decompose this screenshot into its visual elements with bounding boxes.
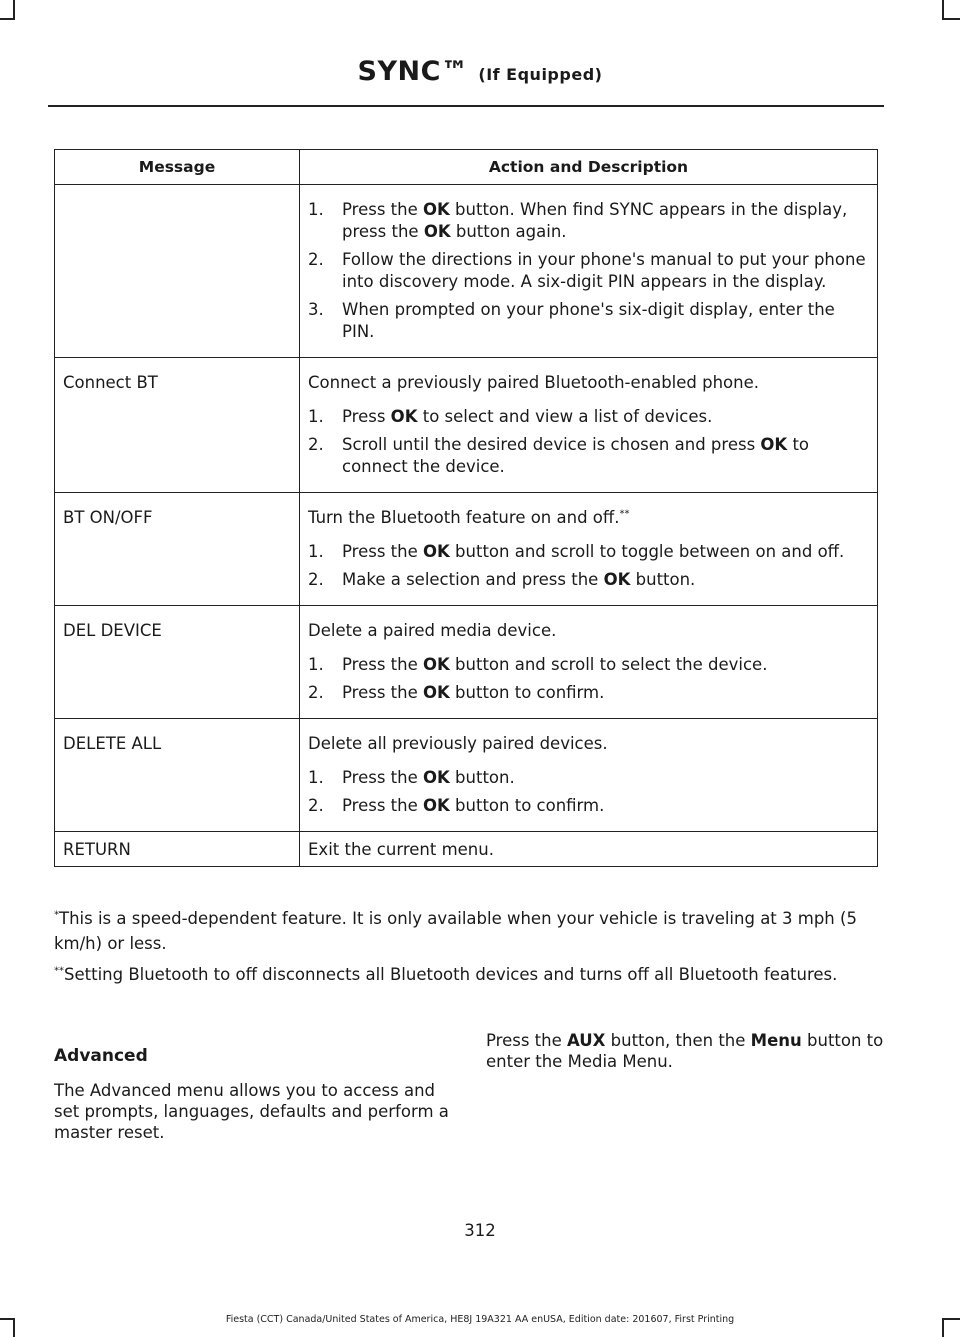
message-cell: RETURN bbox=[55, 832, 300, 867]
step-item bbox=[308, 299, 869, 343]
step-text: button. When find SYNC appears in the display, press the bbox=[342, 200, 848, 241]
step-item bbox=[308, 654, 869, 676]
table-header-row bbox=[55, 150, 878, 185]
step-text: Scroll until the desired device is chosen and press bbox=[342, 435, 761, 454]
step-item bbox=[308, 569, 869, 591]
description-text: Turn the Bluetooth feature on and off. bbox=[308, 508, 620, 527]
step-number: 2. bbox=[308, 570, 324, 589]
step-number: 2. bbox=[308, 796, 324, 815]
footnote-marker: * bbox=[54, 909, 59, 921]
step-text: Press the bbox=[342, 655, 423, 674]
step-text: to connect the device. bbox=[342, 435, 810, 476]
advanced-paragraph: The Advanced menu allows you to access and set prompts, languages, defaults and perform a master reset. bbox=[54, 1081, 449, 1142]
step-number: 3. bbox=[308, 300, 324, 319]
action-description bbox=[308, 507, 869, 529]
step-text: button again. bbox=[450, 222, 567, 241]
footnote-bluetooth bbox=[54, 962, 880, 987]
table-row bbox=[55, 493, 878, 606]
step-list bbox=[308, 767, 869, 817]
crop-mark bbox=[13, 0, 15, 19]
table-row bbox=[55, 606, 878, 719]
step-number: 1. bbox=[308, 655, 324, 674]
message-table bbox=[54, 149, 878, 867]
paragraph-text: Press the bbox=[486, 1031, 567, 1050]
crop-mark bbox=[942, 0, 944, 19]
step-number: 1. bbox=[308, 542, 324, 561]
menu-button-label: Menu bbox=[750, 1031, 802, 1050]
step-text: Follow the directions in your phone's manual to put your phone into discovery mode. A six-digit PIN appears in the display. bbox=[342, 250, 866, 291]
header-subtitle: (If Equipped) bbox=[478, 65, 603, 84]
footnote-text: This is a speed-dependent feature. It is only available when your vehicle is traveling at 3 mph (5 km/h) or less. bbox=[54, 909, 857, 953]
step-text: Press the bbox=[342, 683, 423, 702]
step-item bbox=[308, 795, 869, 817]
step-text: Press the bbox=[342, 542, 423, 561]
step-text: Press the bbox=[342, 796, 423, 815]
footnote-marker: ** bbox=[54, 965, 64, 977]
step-list bbox=[308, 406, 869, 478]
header-rule bbox=[48, 105, 884, 107]
table-row bbox=[55, 719, 878, 832]
step-text: button to confirm. bbox=[449, 796, 605, 815]
step-item bbox=[308, 767, 869, 789]
step-text: to select and view a list of devices. bbox=[417, 407, 713, 426]
ok-button-label: OK bbox=[423, 200, 450, 219]
step-text: When prompted on your phone's six-digit display, enter the PIN. bbox=[342, 300, 835, 341]
paragraph-text: button to enter the Media Menu. bbox=[486, 1031, 884, 1071]
step-number: 2. bbox=[308, 435, 324, 454]
step-item bbox=[308, 682, 869, 704]
message-cell: Connect BT bbox=[55, 358, 300, 493]
action-description: Delete all previously paired devices. bbox=[308, 734, 608, 753]
step-text: Press the bbox=[342, 768, 423, 787]
footnote-text: Setting Bluetooth to off disconnects all Bluetooth devices and turns off all Bluetooth features. bbox=[64, 965, 838, 984]
action-description: Delete a paired media device. bbox=[308, 621, 557, 640]
ok-button-label: OK bbox=[423, 683, 450, 702]
action-cell bbox=[300, 185, 878, 358]
step-text: button and scroll to toggle between on and off. bbox=[449, 542, 845, 561]
page-number: 312 bbox=[464, 1221, 496, 1240]
media-menu-paragraph bbox=[486, 1030, 886, 1072]
ok-button-label: OK bbox=[423, 655, 450, 674]
table-row bbox=[55, 185, 878, 358]
page-footer: Fiesta (CCT) Canada/United States of America, HE8J 19A321 AA enUSA, Edition date: 201607, First Printing bbox=[225, 1314, 735, 1325]
message-cell: DELETE ALL bbox=[55, 719, 300, 832]
page-header bbox=[0, 56, 960, 87]
step-number: 1. bbox=[308, 407, 324, 426]
step-list bbox=[308, 199, 869, 343]
step-list bbox=[308, 654, 869, 704]
ok-button-label: OK bbox=[760, 435, 788, 454]
message-cell: DEL DEVICE bbox=[55, 606, 300, 719]
aux-button-label: AUX bbox=[567, 1031, 606, 1050]
step-list bbox=[308, 541, 869, 591]
action-cell bbox=[300, 493, 878, 606]
step-text: button and scroll to select the device. bbox=[449, 655, 768, 674]
ok-button-label: OK bbox=[423, 222, 451, 241]
column-header-message: Message bbox=[55, 150, 300, 185]
action-cell bbox=[300, 358, 878, 493]
crop-mark bbox=[0, 18, 15, 20]
section-heading-advanced: Advanced bbox=[54, 1046, 148, 1066]
step-number: 2. bbox=[308, 250, 324, 269]
step-item bbox=[308, 434, 869, 478]
step-text: button. bbox=[630, 570, 696, 589]
paragraph-text: button, then the bbox=[605, 1031, 751, 1050]
step-item bbox=[308, 541, 869, 563]
ok-button-label: OK bbox=[390, 407, 418, 426]
ok-button-label: OK bbox=[423, 796, 450, 815]
step-text: button to confirm. bbox=[449, 683, 605, 702]
action-cell bbox=[300, 719, 878, 832]
step-item bbox=[308, 199, 869, 243]
footnote-speed bbox=[54, 906, 880, 956]
action-description: Connect a previously paired Bluetooth-enabled phone. bbox=[308, 373, 760, 392]
column-header-action: Action and Description bbox=[300, 150, 878, 185]
ok-button-label: OK bbox=[603, 570, 631, 589]
step-text: Press bbox=[342, 407, 391, 426]
ok-button-label: OK bbox=[423, 768, 450, 787]
footnote-marker: ** bbox=[619, 508, 630, 520]
step-text: Make a selection and press the bbox=[342, 570, 604, 589]
step-number: 1. bbox=[308, 200, 324, 219]
message-cell: BT ON/OFF bbox=[55, 493, 300, 606]
step-text: button. bbox=[449, 768, 515, 787]
step-item bbox=[308, 249, 869, 293]
step-number: 2. bbox=[308, 683, 324, 702]
message-cell bbox=[55, 185, 300, 358]
header-title: SYNC™ bbox=[357, 56, 469, 87]
crop-mark bbox=[942, 18, 960, 20]
action-cell: Exit the current menu. bbox=[300, 832, 878, 867]
step-text: Press the bbox=[342, 200, 423, 219]
step-item bbox=[308, 406, 869, 428]
ok-button-label: OK bbox=[423, 542, 450, 561]
table-row bbox=[55, 358, 878, 493]
action-cell bbox=[300, 606, 878, 719]
step-number: 1. bbox=[308, 768, 324, 787]
table-row bbox=[55, 832, 878, 867]
